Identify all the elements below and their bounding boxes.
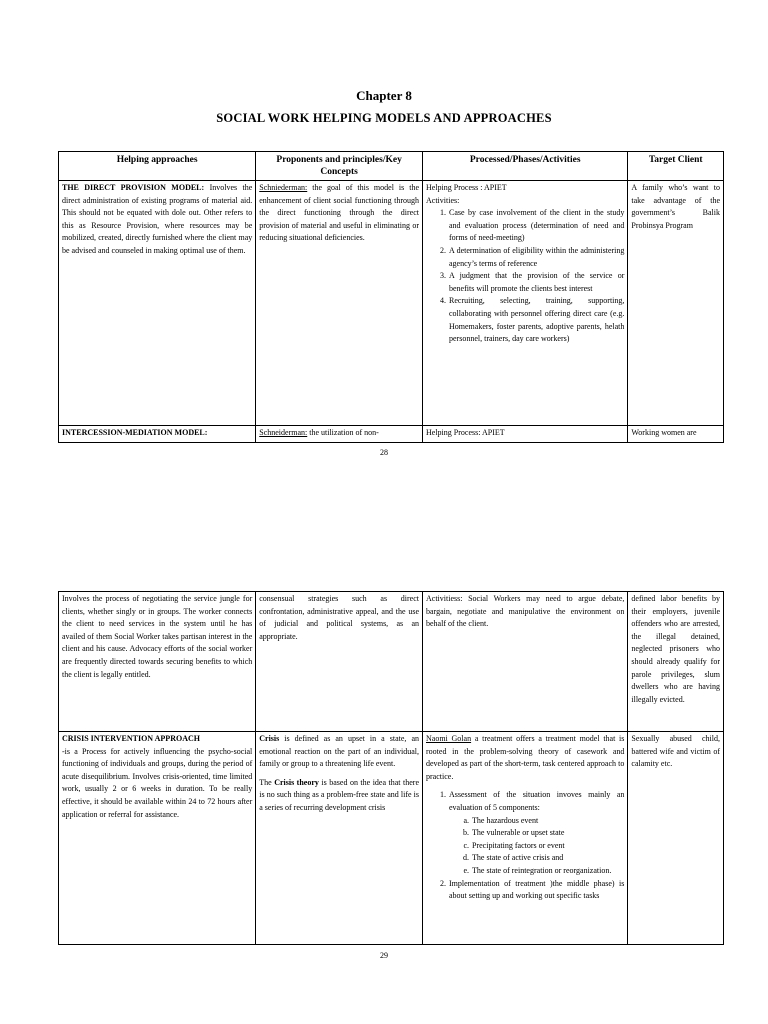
principles-text: the goal of this model is the enhancement of client social functioning through the direct functioning through the direct provision of material and useful in eliminating or reducing situational deficiencies. [259,183,419,243]
proponent-name: Schniederman: [259,183,308,192]
approach-description: -is a Process for actively influencing the psycho-social functioning of individuals and groups, during the period of acute disequilibrium. Involves crisis-oriented, time limited work, usually 2 or 6 weeks in duration. To be really effective, it should be available within 24 to 72 hours after application or referral for assistance. [62,746,253,819]
header-target-client: Target Client [628,152,724,181]
process-cell [423,181,628,426]
approach-cell: THE DIRECT PROVISION MODEL: Involves the direct administration of existing programs of material aid. This should not be equated with dole out. Other refers to this as Resource Provision, where resources may be mobilized, created, directly furnished where the client may be advised and counseled in making optimal use of them. [59,181,256,426]
approach-title: INTERCESSION-MEDIATION MODEL [62,428,205,437]
list-item: d. The state of active crisis and [471,852,624,865]
process-cell: Helping Process: APIET [423,426,628,443]
page-title: SOCIAL WORK HELPING MODELS AND APPROACHES [216,111,552,125]
list-item: 3. A judgment that the provision of the service or benefits will promote the clients best interest [448,270,624,295]
header-helping-approaches: Helping approaches [59,152,256,181]
list-item: 2. Implementation of treatment )the middle phase) is about setting up and working out specific tasks [448,878,624,903]
target-cell: Sexually abused child, battered wife and victim of calamity etc. [628,732,724,945]
list-item: 2. A determination of eligibility within the administering agency’s terms of reference [448,245,624,270]
process-label: Helping Process : APIET [426,183,507,192]
components-list [449,815,624,878]
chapter-heading: Chapter 8 [356,88,412,103]
approach-title: THE DIRECT PROVISION MODEL [62,183,202,192]
principles-cell: consensual strategies such as direct confrontation, administrative appeal, and the use of judicial and political systems, as an appropriate. [256,592,423,732]
principles-cell [256,181,423,426]
list-item: c. Precipitating factors or event [471,840,624,853]
approaches-table-page-29 [58,591,724,945]
table-header-row [59,152,724,181]
approach-cell: INTERCESSION-MEDIATION MODEL: [59,426,256,443]
approach-cell: Involves the process of negotiating the service jungle for clients, whether singly or in groups. The worker connects the client to need services in the system until he has availed of them Social Worker takes partisan interest in the client and his cause. Advocacy efforts of the social worker are frequently directed towards securing benefits to which the client is legally entitled. [59,592,256,732]
list-item: e. The state of reintegration or reorganization. [471,865,624,878]
proponent-name: Schneiderman: [259,428,308,437]
approach-title: CRISIS INTERVENTION APPROACH [62,734,200,743]
table-row [59,732,724,945]
principles-cell [256,426,423,443]
table-row [59,592,724,732]
approaches-table-page-28 [58,151,724,443]
target-cell: defined labor benefits by their employers, juvenile offenders who are arrested, the illegal detained, neglected prisoners who should already qualify for parole privileges, slum dwellers who are having illegally evicted. [628,592,724,732]
header-proponents: Proponents and principles/Key Concepts [256,152,423,181]
proponent-name: Naomi Golan [426,734,472,743]
process-cell [423,732,628,945]
list-item: a. The hazardous event [471,815,624,828]
process-cell: Activitiess: Social Workers may need to argue debate, bargain, negotiate and manipulative the environment on behalf of the client. [423,592,628,732]
target-cell: A family who’s want to take advantage of the government’s Balik Probinsya Program [628,181,724,426]
steps-list [426,789,624,902]
principles-cell [256,732,423,945]
list-item: 4. Recruiting, selecting, training, supporting, collaborating with personnel offering direct care (e.g. Homemakers, foster parents, adoptive parents, helath personnel, trainers, day care workers) [448,295,624,345]
approach-description: Involves the direct administration of existing programs of material aid. This should not be equated with dole out. Other refers to this as Resource Provision, where resources may be mobilized, created, directly furnished where the client may be advised and counseled in making optimal use of them. [62,183,253,255]
list-item: 1. Case by case involvement of the client in the study and evaluation process (determination of need and forms of need-meeting) [448,207,624,245]
list-item: b. The vulnerable or upset state [471,827,624,840]
crisis-theory: The Crisis theory is based on the idea that there is no such thing as a problem-free state and life is a series of recurring development crisis [259,777,420,812]
page-number: 29 [380,951,388,960]
table-row [59,181,724,426]
approach-cell [59,732,256,945]
table-row [59,426,724,443]
proponent-description: Naomi Golan a treatment offers a treatment model that is rooted in the problem-solving theory of casework and developed as part of the short-term, task centered approach to practice. [426,734,625,781]
principles-text: the utilization of non- [307,428,379,437]
list-item: 1. Assessment of the situation invoves mainly an evaluation of 5 components: a. The hazardous event b. The vulnerable or upset state c. Precipitating factors or event d. The state of active crisis and e. The state of reintegration or reorganization. [448,789,624,877]
crisis-definition: Crisis is defined as an upset in a state, an emotional reaction on the part of an individual, family or group to a threatening life event. [259,734,419,769]
header-processes: Processed/Phases/Activities [423,152,628,181]
activities-label: Activities: [426,195,460,205]
page-number: 28 [380,448,388,457]
activities-list [426,207,624,346]
target-cell: Working women are [628,426,724,443]
